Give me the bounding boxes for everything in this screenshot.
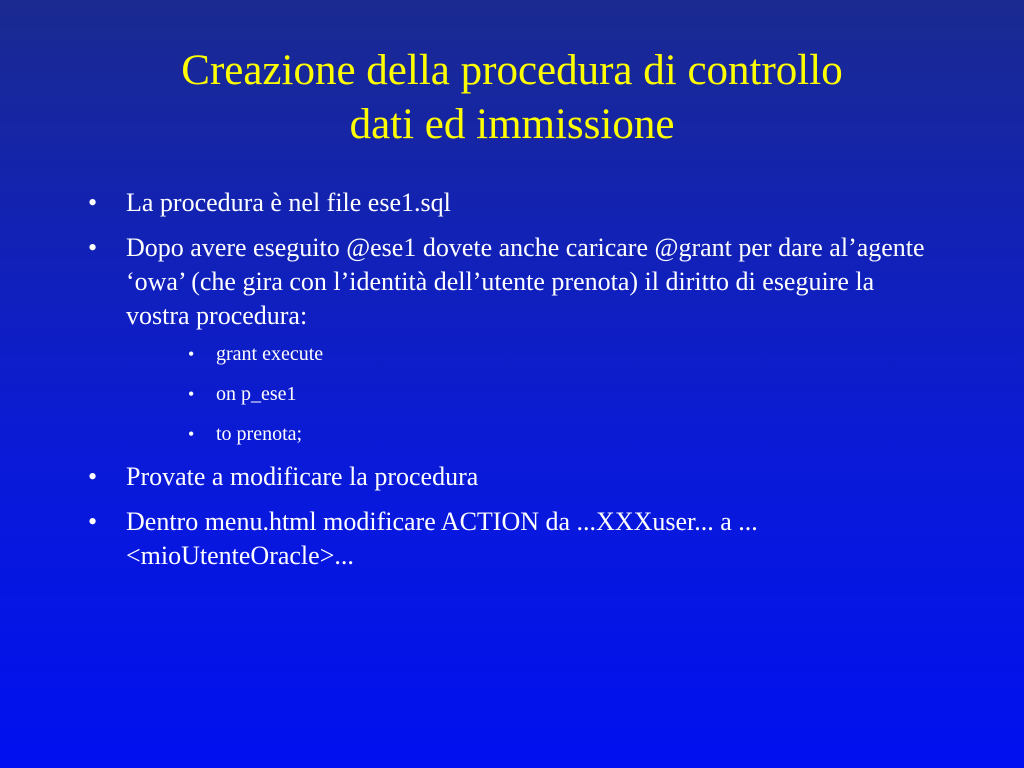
sub-bullet-group (0, 340, 1024, 448)
sub-bullet-marker: • (188, 344, 195, 364)
slide-title-line-2: dati ed immissione (349, 101, 675, 148)
sub-bullet-item (0, 420, 1024, 448)
bullet-item (0, 231, 936, 333)
bullet-text: Dentro menu.html modificare ACTION da ...XXXuser... a ...<mioUtenteOracle>... (126, 507, 758, 570)
sub-bullet-list (0, 340, 1024, 448)
slide-title-line-1: Creazione della procedura di controllo (181, 47, 843, 94)
bullet-marker: • (88, 462, 98, 491)
bullet-list (0, 186, 1024, 584)
bullet-marker: • (88, 507, 98, 536)
bullet-marker: • (88, 233, 98, 262)
bullet-text: Dopo avere eseguito @ese1 dovete anche caricare @grant per dare al’agente ‘owa’ (che gira con l’identità dell’utente prenota) il diritto di eseguire la vostra procedura: (126, 233, 925, 330)
bullet-item (0, 186, 936, 220)
sub-bullet-marker: • (188, 424, 195, 444)
sub-bullet-marker: • (188, 384, 195, 404)
sub-bullet-text: on p_ese1 (216, 383, 297, 405)
slide-title (40, 44, 984, 152)
sub-bullet-text: to prenota; (216, 423, 303, 445)
bullet-item (0, 505, 936, 573)
sub-bullet-text: grant execute (216, 343, 324, 365)
bullet-marker: • (88, 188, 98, 217)
bullet-text: Provate a modificare la procedura (126, 462, 479, 491)
sub-bullet-item (0, 340, 1024, 368)
bullet-text: La procedura è nel file ese1.sql (126, 188, 451, 217)
bullet-item (0, 460, 936, 494)
sub-bullet-item (0, 380, 1024, 408)
